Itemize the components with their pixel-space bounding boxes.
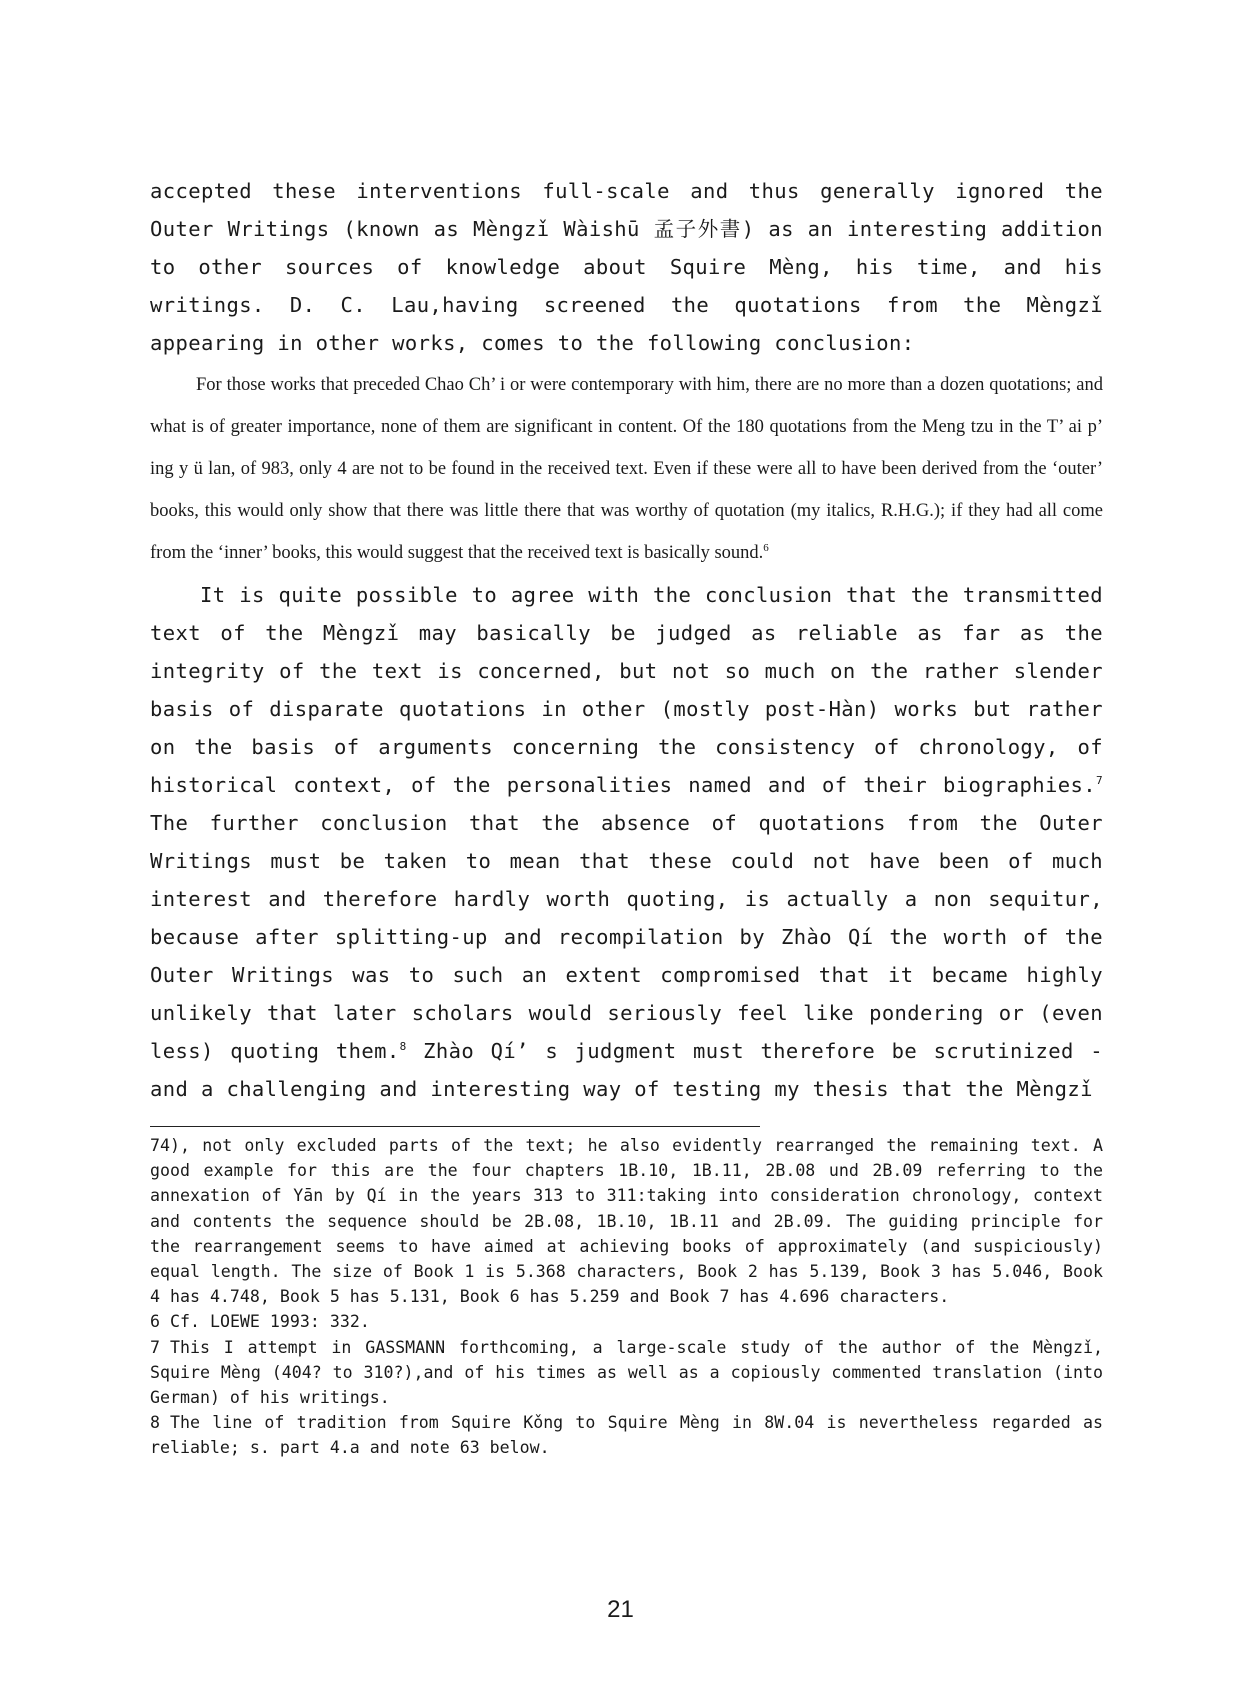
footnote-7 [150, 1335, 1103, 1411]
page-number: 21 [607, 1596, 634, 1623]
paragraph-2 [150, 576, 1103, 1108]
footnote-text: This I attempt in GASSMANN forthcoming, a large-scale study of the author of the Mèngzǐ, Squire Mèng (404? to 310?),and of his times as well as a copiously commented translation (into German) of his writings. [150, 1337, 1103, 1408]
footnote-8 [150, 1410, 1103, 1460]
paragraph-2-part-3: Zhào Qí’ s judgment must therefore be scrutinized - and a challenging and interesting way of testing my thesis that the Mèngzǐ [150, 1039, 1103, 1101]
footnote-text: Cf. LOEWE 1993: 332. [170, 1312, 370, 1332]
footnote-text: The line of tradition from Squire Kǒng to Squire Mèng in 8W.04 is nevertheless regarded as reliable; s. part 4.a and note 63 below. [150, 1413, 1103, 1458]
footnote-ref-8: 8 [399, 1040, 407, 1054]
paragraph-2-part-1: It is quite possible to agree with the conclusion that the transmitted text of the Mèngzǐ may basically be judged as reliable as far as the integrity of the text is concerned, but not so much on the rather slender basis of disparate quotations in other (mostly post-Hàn) works but rather on the basis of arguments concerning the consistency of chronology, of historical context, of the personalities named and of their biographies. [150, 583, 1103, 797]
footnote-divider [150, 1126, 760, 1127]
footnote-6 [150, 1309, 1103, 1334]
block-quote [150, 364, 1103, 574]
footnote-continuation: 74), not only excluded parts of the text; he also evidently rearranged the remaining text. A good example for this are the four chapters 1B.10, 1B.11, 2B.08 und 2B.09 referring to the annexation of Yān by Qí in the years 313 to 311:taking into consideration chronology, context and contents the sequence should be 2B.08, 1B.10, 1B.11 and 2B.09. The guiding principle for the rearrangement seems to have aimed at achieving books of approximately (and suspiciously) equal length. The size of Book 1 is 5.368 characters, Book 2 has 5.139, Book 3 has 5.046, Book 4 has 4.748, Book 5 has 5.131, Book 6 has 5.259 and Book 7 has 4.696 characters. [150, 1136, 1103, 1307]
page-content [150, 172, 1103, 1461]
block-quote-text: For those works that preceded Chao Ch’ i or were contemporary with him, there are no more than a dozen quotations; and what is of greater importance, none of them are significant in content. Of the 180 quotations from the Meng tzu in the T’ ai p’ ing y ü lan, of 983, only 4 are not to be found in the received text. Even if these were all to have been derived from the ‘outer’ books, this would only show that there was little there that was worthy of quotation (my italics, R.H.G.); if they had all come from the ‘inner’ books, this would suggest that the received text is basically sound. [150, 375, 1103, 563]
footnote-number: 7 [150, 1337, 160, 1357]
paragraph-2-part-2: The further conclusion that the absence of quotations from the Outer Writings must be taken to mean that these could not have been of much interest and therefore hardly worth quoting, is actually a non sequitur, because after splitting-up and recompilation by Zhào Qí the worth of the Outer Writings was to such an extent compromised that it became highly unlikely that later scholars would seriously feel like pondering or (even less) quoting them. [150, 811, 1103, 1063]
footnotes [150, 1133, 1103, 1461]
footnote-number: 8 [150, 1413, 160, 1433]
footnote-number: 6 [150, 1312, 160, 1332]
footnote-ref-7: 7 [1095, 774, 1103, 788]
paragraph-1: accepted these interventions full-scale and thus generally ignored the Outer Writings (known as Mèngzǐ Wàishū 孟子外書) as an interesting addition to other sources of knowledge about Squire Mèng, his time, and his writings. D. C. Lau,having screened the quotations from the Mèngzǐ appearing in other works, comes to the following conclusion: [150, 179, 1103, 355]
footnote-ref-6: 6 [763, 541, 769, 554]
